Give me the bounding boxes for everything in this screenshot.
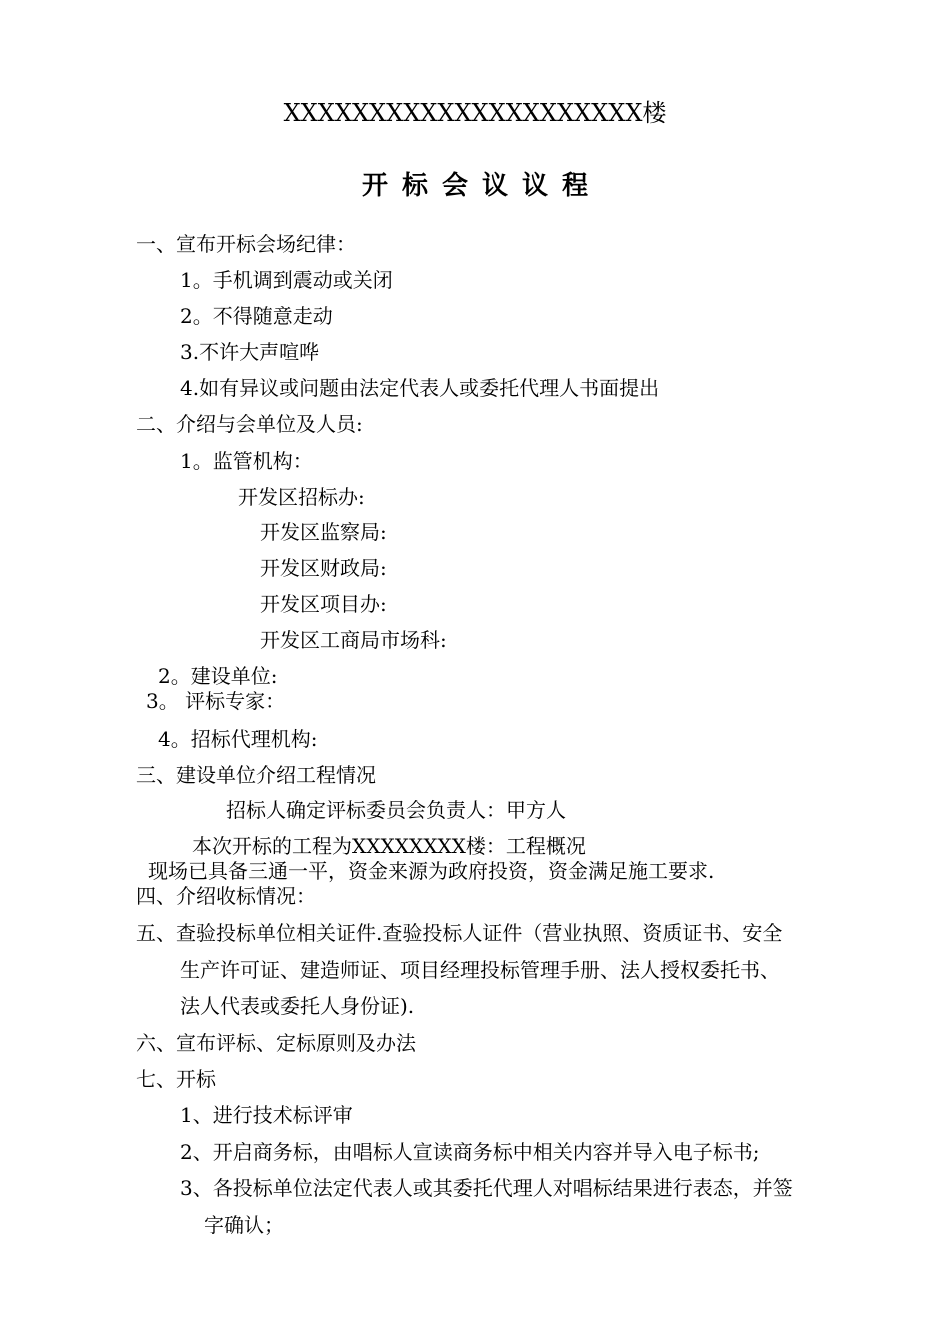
list-item: 4.如有异议或问题由法定代表人或委托代理人书面提出 [180,376,660,400]
list-item: 3。 评标专家： [146,689,286,713]
paragraph: 招标人确定评标委员会负责人：甲方人 [226,798,566,822]
section-heading-7: 七、开标 [136,1067,216,1091]
list-item: 2。建设单位: [158,664,278,688]
section-heading-1: 一、宣布开标会场纪律： [136,232,356,256]
list-item: 4。招标代理机构: [158,727,318,751]
list-item: 1。手机调到震动或关闭 [180,268,393,292]
section-heading-3: 三、建设单位介绍工程情况 [136,763,376,787]
list-item: 开发区项目办: [260,592,387,616]
section-heading-2: 二、介绍与会单位及人员: [136,412,363,436]
section-heading-5: 五、查验投标单位相关证件.查验投标人证件（营业执照、资质证书、安全 [136,921,783,945]
list-item: 1、进行技术标评审 [180,1103,353,1127]
list-item: 开发区招标办: [238,485,365,509]
list-item: 3、各投标单位法定代表人或其委托代理人对唱标结果进行表态，并签 [180,1176,793,1200]
list-item: 3.不许大声喧哗 [180,340,320,364]
section-heading-4: 四、介绍收标情况： [136,884,316,908]
list-item: 字确认； [204,1213,284,1237]
list-item: 开发区监察局: [260,520,387,544]
list-item: 1。监管机构： [180,449,313,473]
list-item: 开发区财政局: [260,556,387,580]
list-item: 开发区工商局市场科: [260,628,447,652]
document-subtitle: 开标会议议程 [361,171,602,201]
paragraph: 法人代表或委托人身份证). [180,994,415,1018]
list-item: 2。不得随意走动 [180,304,333,328]
section-heading-6: 六、宣布评标、定标原则及办法 [136,1031,416,1055]
document-title: XXXXXXXXXXXXXXXXXXXXX楼 [283,99,667,127]
paragraph: 生产许可证、建造师证、项目经理投标管理手册、法人授权委托书、 [180,958,780,982]
list-item: 2、开启商务标，由唱标人宣读商务标中相关内容并导入电子标书; [180,1140,760,1164]
paragraph: 现场已具备三通一平，资金来源为政府投资，资金满足施工要求. [148,859,715,883]
paragraph: 本次开标的工程为XXXXXXXX楼：工程概况 [192,834,586,858]
